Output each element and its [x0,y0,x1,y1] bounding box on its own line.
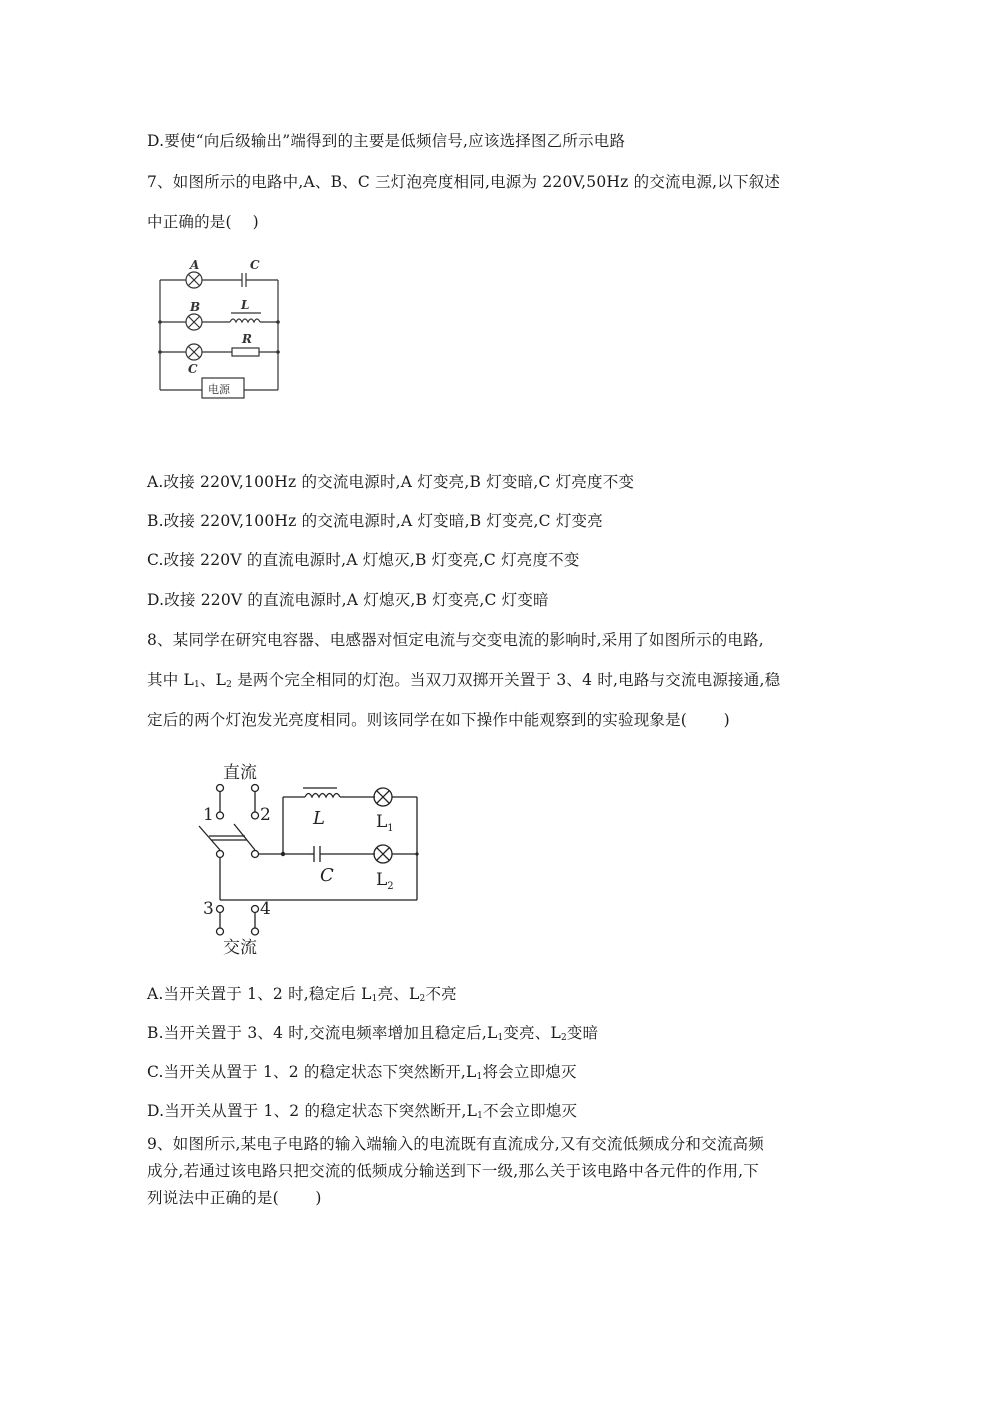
text-segment: A.当开关置于 1、2 时,稳定后 L [147,985,372,1003]
text-segment: C.当开关从置于 1、2 的稳定状态下突然断开,L [147,1063,477,1081]
capacitor-label: C [250,258,260,272]
q7-option-a: A.改接 220V,100Hz 的交流电源时,A 灯变亮,B 灯变暗,C 灯亮度不变 [147,473,635,491]
lamp-l2-label [376,870,394,892]
text-segment: 其中 L [147,671,195,689]
q8-circuit-figure [185,757,435,962]
lamp-l2-subscript: 2 [387,881,394,892]
q7-circuit-figure [150,250,290,400]
text-segment: 亮、L [377,985,420,1003]
subscript: 1 [194,680,200,690]
terminal-1-label: 1 [203,805,214,825]
text-segment: 、L [199,671,227,689]
q8-stem-line2 [147,670,780,695]
q8-option-a [147,984,457,1009]
text-segment: 是两个完全相同的灯泡。当双刀双掷开关置于 3、4 时,电路与交流电源接通,稳 [232,671,781,689]
text-segment: 变亮、L [503,1024,561,1042]
inductor-label: L [313,808,325,829]
inductor-label: L [241,298,250,312]
lamp-c-label: C [188,362,198,376]
lamp-l1-label [376,812,394,834]
subscript: 1 [371,994,378,1004]
capacitor-label: C [320,865,334,886]
q8-option-d [147,1101,577,1126]
q9-stem-line3: 列说法中正确的是( ) [147,1189,322,1207]
terminal-4-label: 4 [260,899,271,919]
q8-stem-line3: 定后的两个灯泡发光亮度相同。则该同学在如下操作中能观察到的实验现象是( ) [147,711,730,729]
resistor-label: R [242,332,252,346]
q7-stem-line2: 中正确的是( ) [147,213,259,231]
dc-label: 直流 [223,763,257,783]
text-segment: D.当开关从置于 1、2 的稳定状态下突然断开,L [147,1102,478,1120]
q9-stem-line1: 9、如图所示,某电子电路的输入端输入的电流既有直流成分,又有交流低频成分和交流高频 [147,1135,764,1153]
q8-option-b [147,1023,598,1048]
q7-option-d: D.改接 220V 的直流电源时,A 灯熄灭,B 灯变亮,C 灯变暗 [147,591,549,609]
power-source-label: 电源 [208,383,230,396]
q8-stem-line1: 8、某同学在研究电容器、电感器对恒定电流与交变电流的影响时,采用了如图所示的电路, [147,631,764,649]
subscript: 1 [476,1072,483,1082]
q7-option-b: B.改接 220V,100Hz 的交流电源时,A 灯变暗,B 灯变亮,C 灯变亮 [147,512,603,530]
lamp-b-label: B [190,300,201,314]
text-segment: 变暗 [566,1024,599,1042]
subscript: 1 [477,1111,484,1121]
lamp-l1-subscript: 1 [387,823,394,834]
lamp-l1-letter: L [376,812,388,832]
text-segment: 不亮 [425,985,457,1003]
subscript: 2 [560,1033,567,1043]
terminal-3-label: 3 [203,899,214,919]
subscript: 2 [419,994,426,1004]
previous-question-option-d: D.要使“向后级输出”端得到的主要是低频信号,应该选择图乙所示电路 [147,132,626,150]
q7-option-c: C.改接 220V 的直流电源时,A 灯熄灭,B 灯变亮,C 灯亮度不变 [147,551,580,569]
q8-option-c [147,1062,577,1087]
text-segment: B.当开关置于 3、4 时,交流电频率增加且稳定后,L [147,1024,498,1042]
terminal-2-label: 2 [260,805,271,825]
text-segment: 不会立即熄灭 [483,1102,578,1120]
ac-label: 交流 [223,938,257,958]
q9-stem-line2: 成分,若通过该电路只把交流的低频成分输送到下一级,那么关于该电路中各元件的作用,下 [147,1162,759,1180]
q7-stem-line1: 7、如图所示的电路中,A、B、C 三灯泡亮度相同,电源为 220V,50Hz 的交流电源,以下叙述 [147,173,781,191]
lamp-a-label: A [190,258,200,272]
text-segment: 将会立即熄灭 [482,1063,577,1081]
subscript: 2 [226,680,233,690]
lamp-l2-letter: L [376,870,388,890]
subscript: 1 [497,1033,504,1043]
